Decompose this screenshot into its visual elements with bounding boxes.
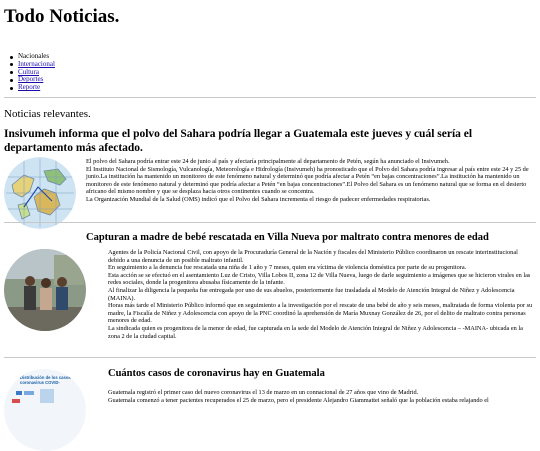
divider: [4, 222, 536, 223]
article-2-paragraph: La sindicada quien es progenitora de la menor de edad, fue capturada en la sede del Modelo de Atención Integral de Niñez y Adolescencia – -MAINA- ubicada en la zona 2 de la ciudad capital.: [108, 324, 523, 340]
article-1-paragraph: La Organización Mundial de la Salud (OMS) indicó que el Polvo del Sahara incrementa el riesgo de padecer enfermedades respiratorias.: [86, 195, 431, 203]
nav-link-deportes[interactable]: Deportes: [18, 75, 44, 84]
main-nav: [8, 53, 55, 92]
article-3-image[interactable]: [4, 369, 86, 451]
article-2-headline[interactable]: Capturan a madre de bebé rescatada en Villa Nueva por maltrato contra menores de edad: [86, 232, 489, 243]
people-outdoors-photo: [4, 249, 86, 331]
article-2-paragraph: Horas más tarde el Ministerio Público informó que en seguimiento a la investigación por el rescate de una bebé de año y seis meses, maltratada de forma violenta por su madre, la Fiscalía de Niñez y Adolescencia con apoyo de la PNC coordinó la aprehensión de María Muxnay González de 26, por el delito de maltrato contra personas menores de edad.: [108, 302, 533, 325]
article-1-headline[interactable]: Insivumeh informa que el polvo del Sahara podría llegar a Guatemala este jueves y cuál sería el departamento más afectado.: [4, 128, 473, 154]
article-2-image[interactable]: [4, 249, 86, 331]
infographic-title: Distribución de los casos de coronavirus COVID-: [20, 375, 77, 385]
world-map-globe-image: [4, 157, 76, 229]
article-1-image[interactable]: [4, 157, 76, 229]
coronavirus-infographic-image: [4, 369, 86, 451]
nav-link-nacionales[interactable]: Nacionales: [18, 52, 50, 60]
divider: [4, 357, 536, 358]
article-1-paragraph: El Instituto Nacional de Sismología, Vulcanología, Meteorología e Hidrología (Insivumeh) ha pronosticado que el Polvo del Sahara podría ingresar al país entre este 24 y 25 de junio.La institución ha mantenido un monitoreo de este fenómeno natural y determinó que podría afectar a Petén “en bajas concentraciones”.La institución ha mantenido un monitoreo de este fenómeno natural y determinó que podría afectar a Petén “en bajas concentraciones”.El Polvo del Sahara es un fenómeno natural que se forma en el desierto africano del mismo nombre y que se desplaza hacia otros continentes cuando se concentra.: [86, 165, 529, 196]
article-2-paragraph: Esta acción se se efectuó en el asentamiento Luz de Cristo, Villa Lobos II, zona 12 de Villa Nueva, luego de darle seguimiento a imágenes que se hicieron virales en las redes sociales, donde la progenitora abusaba físicamente de la infante.: [108, 271, 531, 287]
article-3-headline[interactable]: Cuántos casos de coronavirus hay en Guatemala: [108, 368, 325, 379]
article-3-paragraph: Guatemala comenzó a tener pacientes recuperados el 25 de marzo, pero el presidente Alejandro Giammattei señaló que la población estaba relajando el: [108, 396, 489, 404]
nav-link-internacional[interactable]: Internacional: [18, 59, 55, 68]
article-3-paragraph: Guatemala registró el primer caso del nuevo coronavirus el 13 de marzo en un connacional de 27 años que vino de Madrid.: [108, 389, 419, 396]
article-2-body: [108, 249, 534, 340]
article-2-paragraph: En seguimiento a la denuncia fue rescatada una niña de 1 año y 7 meses, quien era víctima de violencia doméstica por parte de su progenitora.: [108, 264, 467, 272]
divider: [4, 97, 536, 98]
article-3-body: [108, 389, 534, 404]
nav-link-cultura[interactable]: Cultura: [18, 67, 39, 76]
article-2-paragraph: Al finalizar la diligencia la pequeña fue entregada por uno de sus abuelos, posteriormente fue trasladada al Modelo de Atención Integral de Niñez y Adolescencia (MAINA).: [108, 286, 515, 302]
section-title: Noticias relevantes.: [4, 108, 91, 120]
article-1-paragraph: El polvo del Sahara podría entrar este 24 de junio al país y afectaría principalmente al departamento de Petén, según ha anunciado el Insivumeh.: [86, 158, 450, 165]
nav-link-reporte[interactable]: Reporte: [18, 83, 41, 92]
nav-item-reporte[interactable]: [8, 84, 55, 92]
article-2-paragraph: Agentes de la Policía Nacional Civil, con apoyo de la Procuraduría General de la Nación y fiscales del Ministerio Público coordinaron un rescate interinstitucional debido a una denuncia de un posible maltrato infantil.: [108, 249, 518, 264]
article-1-body: [86, 158, 534, 204]
site-title: Todo Noticias.: [4, 6, 120, 27]
